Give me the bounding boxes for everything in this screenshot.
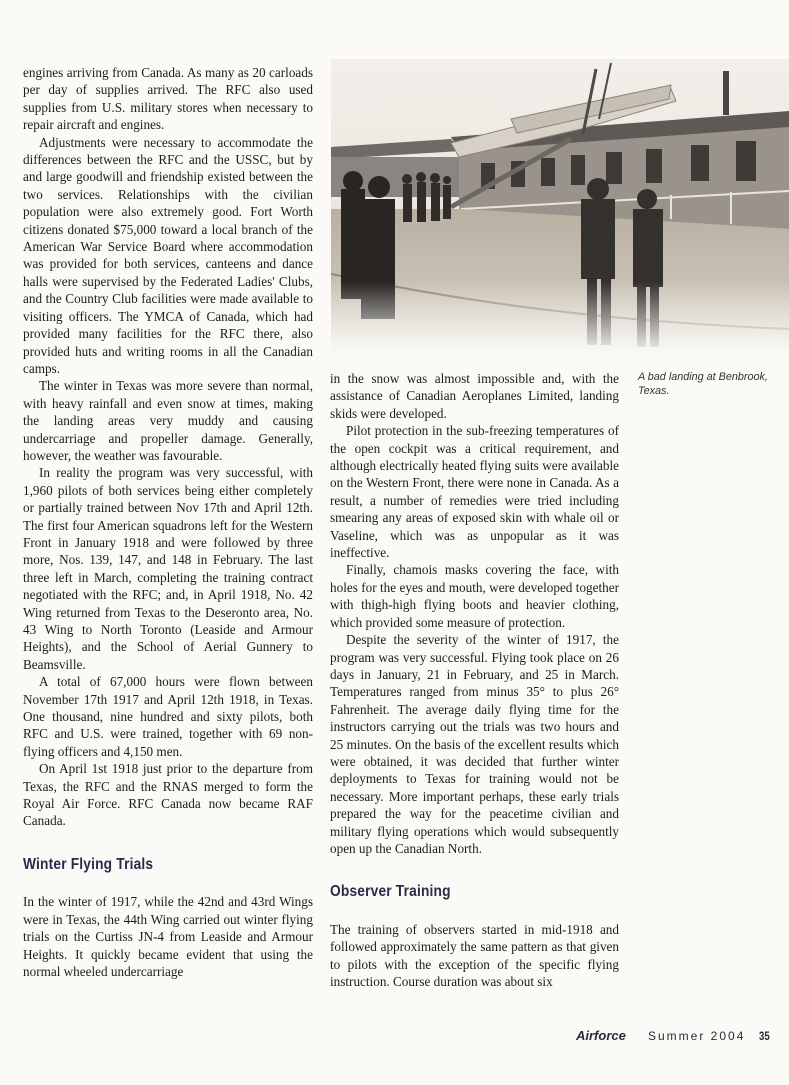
paragraph: In reality the program was very successful, with 1,960 pilots of both services being either completely or partially trained between Nov 17th and April 12th. The first four American squadrons left for the Western Front in January 1918 and were followed by three more, Nos. 139, 147, and 148 in February. The last three left in March, completing the training contract negotiated with the RFC; and, in April 1918, No. 42 Wing returned from Texas to the Deseronto area, No. 43 Wing to North Toronto (Leaside and Armour Heights), and the School of Aerial Gunnery to Beamsville. (23, 465, 313, 672)
paragraph: Finally, chamois masks covering the face, with holes for the eyes and mouth, were developed together with thigh-high flying boots and heavier clothing, which provided some measure of protection. (330, 562, 619, 630)
photo-illustration (331, 59, 789, 356)
paragraph: Despite the severity of the winter of 1917, the program was very successful. Flying took place on 26 days in January, 21 in February, and 25 in March. Temperatures ranged from minus 35° to plus 26° Fahrenheit. The average daily flying time for the instructors carrying out the trials was two hours and 25 minutes. On the basis of the excellent results which were obtained, it was decided that further winter deployments to Texas for training would not be necessary. More important perhaps, these early trials prepared the way for the peacetime civilian and military flying operations which would subsequently open up the Canadian North. (330, 632, 619, 856)
text-column-left (23, 64, 313, 980)
paragraph: On April 1st 1918 just prior to the departure from Texas, the RFC and the RNAS merged to form the Royal Air Force. RFC Canada now became RAF Canada. (23, 761, 313, 829)
paragraph: Pilot protection in the sub-freezing temperatures of the open cockpit was a critical requirement, and although electrically heated flying suits were available on the Western Front, there were none in Canada. As a result, a number of remedies were tried including smearing any areas of exposed skin with whale oil or Vaseline, which was as unpopular as it was ineffective. (330, 423, 619, 561)
issue-date: Summer 2004 (648, 1029, 746, 1043)
photo-bad-landing (331, 59, 789, 356)
text-column-middle (330, 370, 619, 990)
magazine-name: Airforce (576, 1028, 626, 1043)
photo-caption: A bad landing at Benbrook, Texas. (638, 371, 768, 397)
paragraph: in the snow was almost impossible and, with the assistance of Canadian Aeroplanes Limited, landing skids were developed. (330, 371, 619, 421)
page-number: 35 (759, 1029, 770, 1043)
paragraph: A total of 67,000 hours were flown between November 17th 1917 and April 12th 1918, in Texas. One thousand, nine hundred and sixty pilots, both RFC and U.S. were trained, together with 69 non-flying officers and 4,150 men. (23, 674, 313, 759)
paragraph: Adjustments were necessary to accommodate the differences between the RFC and the USSC, but by and large goodwill and friendship existed between the two services. Relationships with the civilian population were also extremely good. Fort Worth citizens donated $75,000 toward a local branch of the American War Service Board where accommodation was provided for both services, canteens and dance halls were supervised by the Federated Ladies' Clubs, and the Country Club facilities were made available to visiting officers. The YMCA of Canada, which had provided many facilities for the RFC there, also provided huts and writing rooms in all the Canadian camps. (23, 134, 313, 376)
paragraph: The winter in Texas was more severe than normal, with heavy rainfall and even snow at times, making the landing areas very muddy and causing undercarriage and propeller damage. Generally, however, the weather was favourable. (23, 378, 313, 463)
paragraph: In the winter of 1917, while the 42nd and 43rd Wings were in Texas, the 44th Wing carried out winter flying trials on the Curtiss JN-4 from Leaside and Armour Heights. It quickly became evident that using the normal wheeled undercarriage (23, 894, 313, 979)
paragraph: The training of observers started in mid-1918 and followed approximately the same pattern as that given to pilots with the exception of the specific flying instruction. Course duration was about six (330, 921, 619, 989)
page-footer (560, 1028, 775, 1046)
paragraph: engines arriving from Canada. As many as 20 carloads per day of supplies arrived. The RFC also used supplies from U.S. military stores when necessary to repair aircraft and engines. (23, 65, 313, 133)
section-heading-observer-training: Observer Training (330, 883, 451, 901)
section-heading-winter-flying-trials: Winter Flying Trials (23, 855, 154, 873)
